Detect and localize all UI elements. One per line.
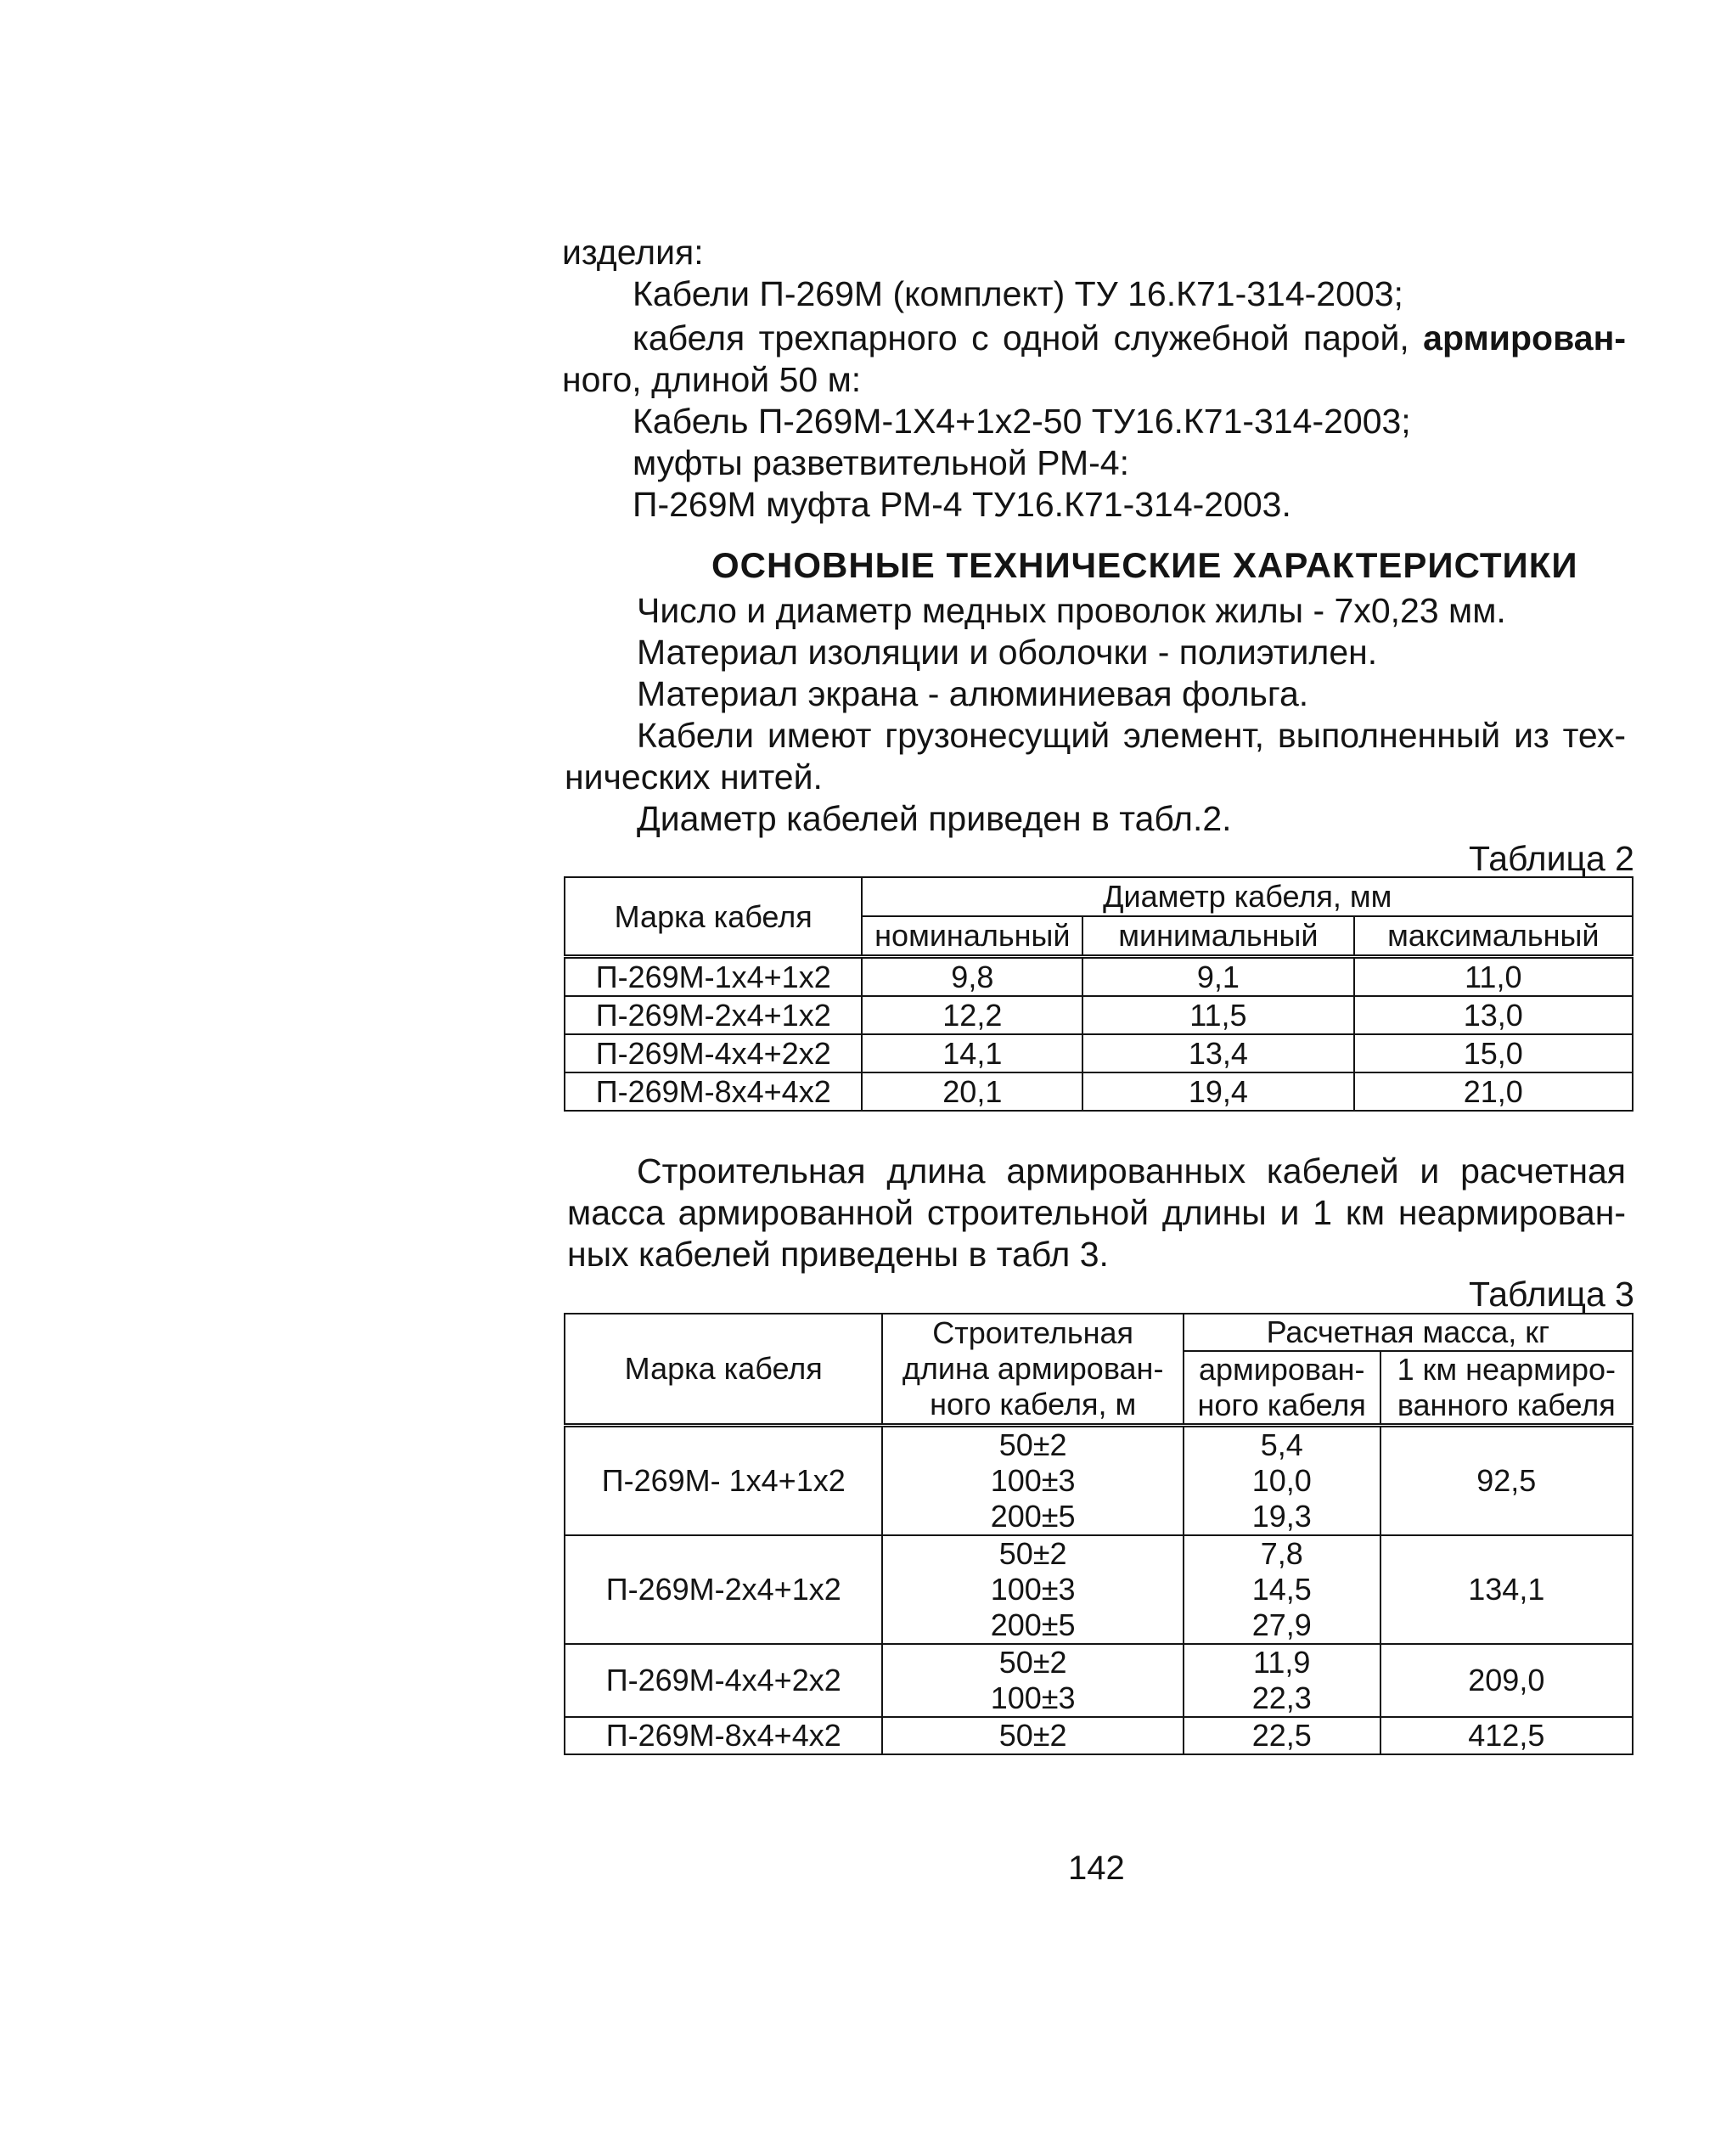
table-row (565, 1034, 1633, 1072)
diameter-table (564, 876, 1633, 1112)
table-cell: П-269М-4х4+2х2 (565, 1034, 862, 1072)
table-row (565, 1717, 1633, 1754)
paragraph: масса армированной строительной длины и 1 км неармирован- (567, 1193, 1626, 1232)
header-line: 1 км неармиро- (1397, 1352, 1616, 1387)
table-cell (882, 1535, 1183, 1644)
cell-line: 100±3 (990, 1463, 1076, 1498)
table-cell: 21,0 (1354, 1072, 1633, 1111)
paragraph: Материал изоляции и оболочки - полиэтилен. (637, 633, 1378, 672)
cell-line: 22,3 (1251, 1680, 1312, 1715)
table-cell: П-269М- 1х4+1х2 (565, 1426, 882, 1536)
mass-table (564, 1313, 1633, 1755)
table-row (565, 957, 1633, 997)
column-header: минимальный (1082, 916, 1353, 957)
table-row (565, 1426, 1633, 1536)
table-row (565, 1644, 1633, 1717)
table-cell: 9,1 (1082, 957, 1353, 997)
paragraph: нических нитей. (565, 757, 823, 797)
intro-line: изделия: (562, 233, 704, 272)
table-cell: 134,1 (1380, 1535, 1633, 1644)
intro-line: муфты разветвительной РМ-4: (633, 443, 1129, 482)
table-cell: 20,1 (862, 1072, 1082, 1111)
table-cell: 15,0 (1354, 1034, 1633, 1072)
column-header: максимальный (1354, 916, 1633, 957)
column-header: Марка кабеля (565, 877, 862, 957)
cell-line: 19,3 (1251, 1499, 1312, 1534)
cell-line: 11,9 (1253, 1645, 1311, 1680)
column-group-header: Расчетная масса, кг (1184, 1314, 1633, 1351)
table-cell: 11,5 (1082, 996, 1353, 1034)
table-cell (1184, 1426, 1380, 1536)
table-cell (1184, 1535, 1380, 1644)
column-group-header: Диаметр кабеля, мм (862, 877, 1633, 916)
cell-line: 100±3 (990, 1680, 1076, 1715)
header-line: ного кабеля, м (930, 1387, 1137, 1421)
intro-bold-text: армирован- (1423, 318, 1626, 357)
header-line: Строительная (932, 1315, 1133, 1350)
table-cell (882, 1717, 1183, 1754)
table-cell: 13,0 (1354, 996, 1633, 1034)
cell-line: 27,9 (1251, 1607, 1312, 1642)
cell-line: 50±2 (998, 1718, 1067, 1753)
table-cell: 14,1 (862, 1034, 1082, 1072)
table-cell: П-269М-2х4+1х2 (565, 996, 862, 1034)
paragraph: ных кабелей приведены в табл 3. (567, 1235, 1109, 1274)
table-cell: 13,4 (1082, 1034, 1353, 1072)
column-header: Марка кабеля (565, 1314, 882, 1426)
paragraph: Материал экрана - алюминиевая фольга. (637, 674, 1309, 713)
table-cell: П-269М-4х4+2х2 (565, 1644, 882, 1717)
table-row (565, 996, 1633, 1034)
cell-line: 200±5 (990, 1607, 1076, 1642)
table-cell: 92,5 (1380, 1426, 1633, 1536)
cell-line: 10,0 (1251, 1463, 1312, 1498)
header-line: ного кабеля (1197, 1388, 1366, 1422)
page-number: 142 (1068, 1849, 1125, 1887)
header-line: длина армирован- (902, 1351, 1164, 1386)
table-cell (882, 1426, 1183, 1536)
paragraph: Кабели имеют грузонесущий элемент, выполненный из тех- (637, 716, 1626, 755)
table-cell: П-269М-8х4+4х2 (565, 1717, 882, 1754)
table-cell: П-269М-8х4+4х2 (565, 1072, 862, 1111)
table-row (565, 1535, 1633, 1644)
paragraph: Число и диаметр медных проволок жилы - 7х0,23 мм. (637, 591, 1506, 630)
intro-line: Кабель П-269М-1Х4+1х2-50 ТУ16.К71-314-2003; (633, 402, 1411, 441)
cell-line: 7,8 (1260, 1536, 1303, 1571)
intro-text: кабеля трехпарного с одной служебной парой, (633, 318, 1424, 357)
table-cell: 9,8 (862, 957, 1082, 997)
column-header: номинальный (862, 916, 1082, 957)
header-line: ванного кабеля (1397, 1388, 1616, 1422)
section-heading: ОСНОВНЫЕ ТЕХНИЧЕСКИЕ ХАРАКТЕРИСТИКИ (711, 545, 1578, 585)
intro-line: ного, длиной 50 м: (562, 360, 862, 399)
table-cell: П-269М-2х4+1х2 (565, 1535, 882, 1644)
table-cell: 19,4 (1082, 1072, 1353, 1111)
intro-line: Кабели П-269М (комплект) ТУ 16.К71-314-2003; (633, 274, 1403, 313)
paragraph: Диаметр кабелей приведен в табл.2. (637, 799, 1232, 838)
table-cell: 412,5 (1380, 1717, 1633, 1754)
cell-line: 50±2 (998, 1427, 1067, 1462)
table-cell: 11,0 (1354, 957, 1633, 997)
cell-line: 5,4 (1260, 1427, 1303, 1462)
table-cell (1184, 1717, 1380, 1754)
cell-line: 200±5 (990, 1499, 1076, 1534)
table-cell: 12,2 (862, 996, 1082, 1034)
cell-line: 14,5 (1251, 1572, 1312, 1607)
cell-line: 50±2 (998, 1536, 1067, 1571)
table-cell (882, 1644, 1183, 1717)
header-line: армирован- (1198, 1352, 1365, 1387)
column-header (882, 1314, 1183, 1426)
table-cell: П-269М-1х4+1х2 (565, 957, 862, 997)
cell-line: 100±3 (990, 1572, 1076, 1607)
column-header (1184, 1351, 1380, 1426)
table-cell (1184, 1644, 1380, 1717)
table-row (565, 1072, 1633, 1111)
column-header (1380, 1351, 1633, 1426)
table-cell: 209,0 (1380, 1644, 1633, 1717)
table-caption: Таблица 3 (1469, 1275, 1634, 1314)
cell-line: 22,5 (1251, 1718, 1312, 1753)
intro-line: П-269М муфта РМ-4 ТУ16.К71-314-2003. (633, 485, 1291, 524)
paragraph: Строительная длина армированных кабелей и расчетная (637, 1151, 1626, 1191)
cell-line: 50±2 (998, 1645, 1067, 1680)
intro-line (633, 317, 1626, 359)
table-caption: Таблица 2 (1469, 839, 1634, 878)
